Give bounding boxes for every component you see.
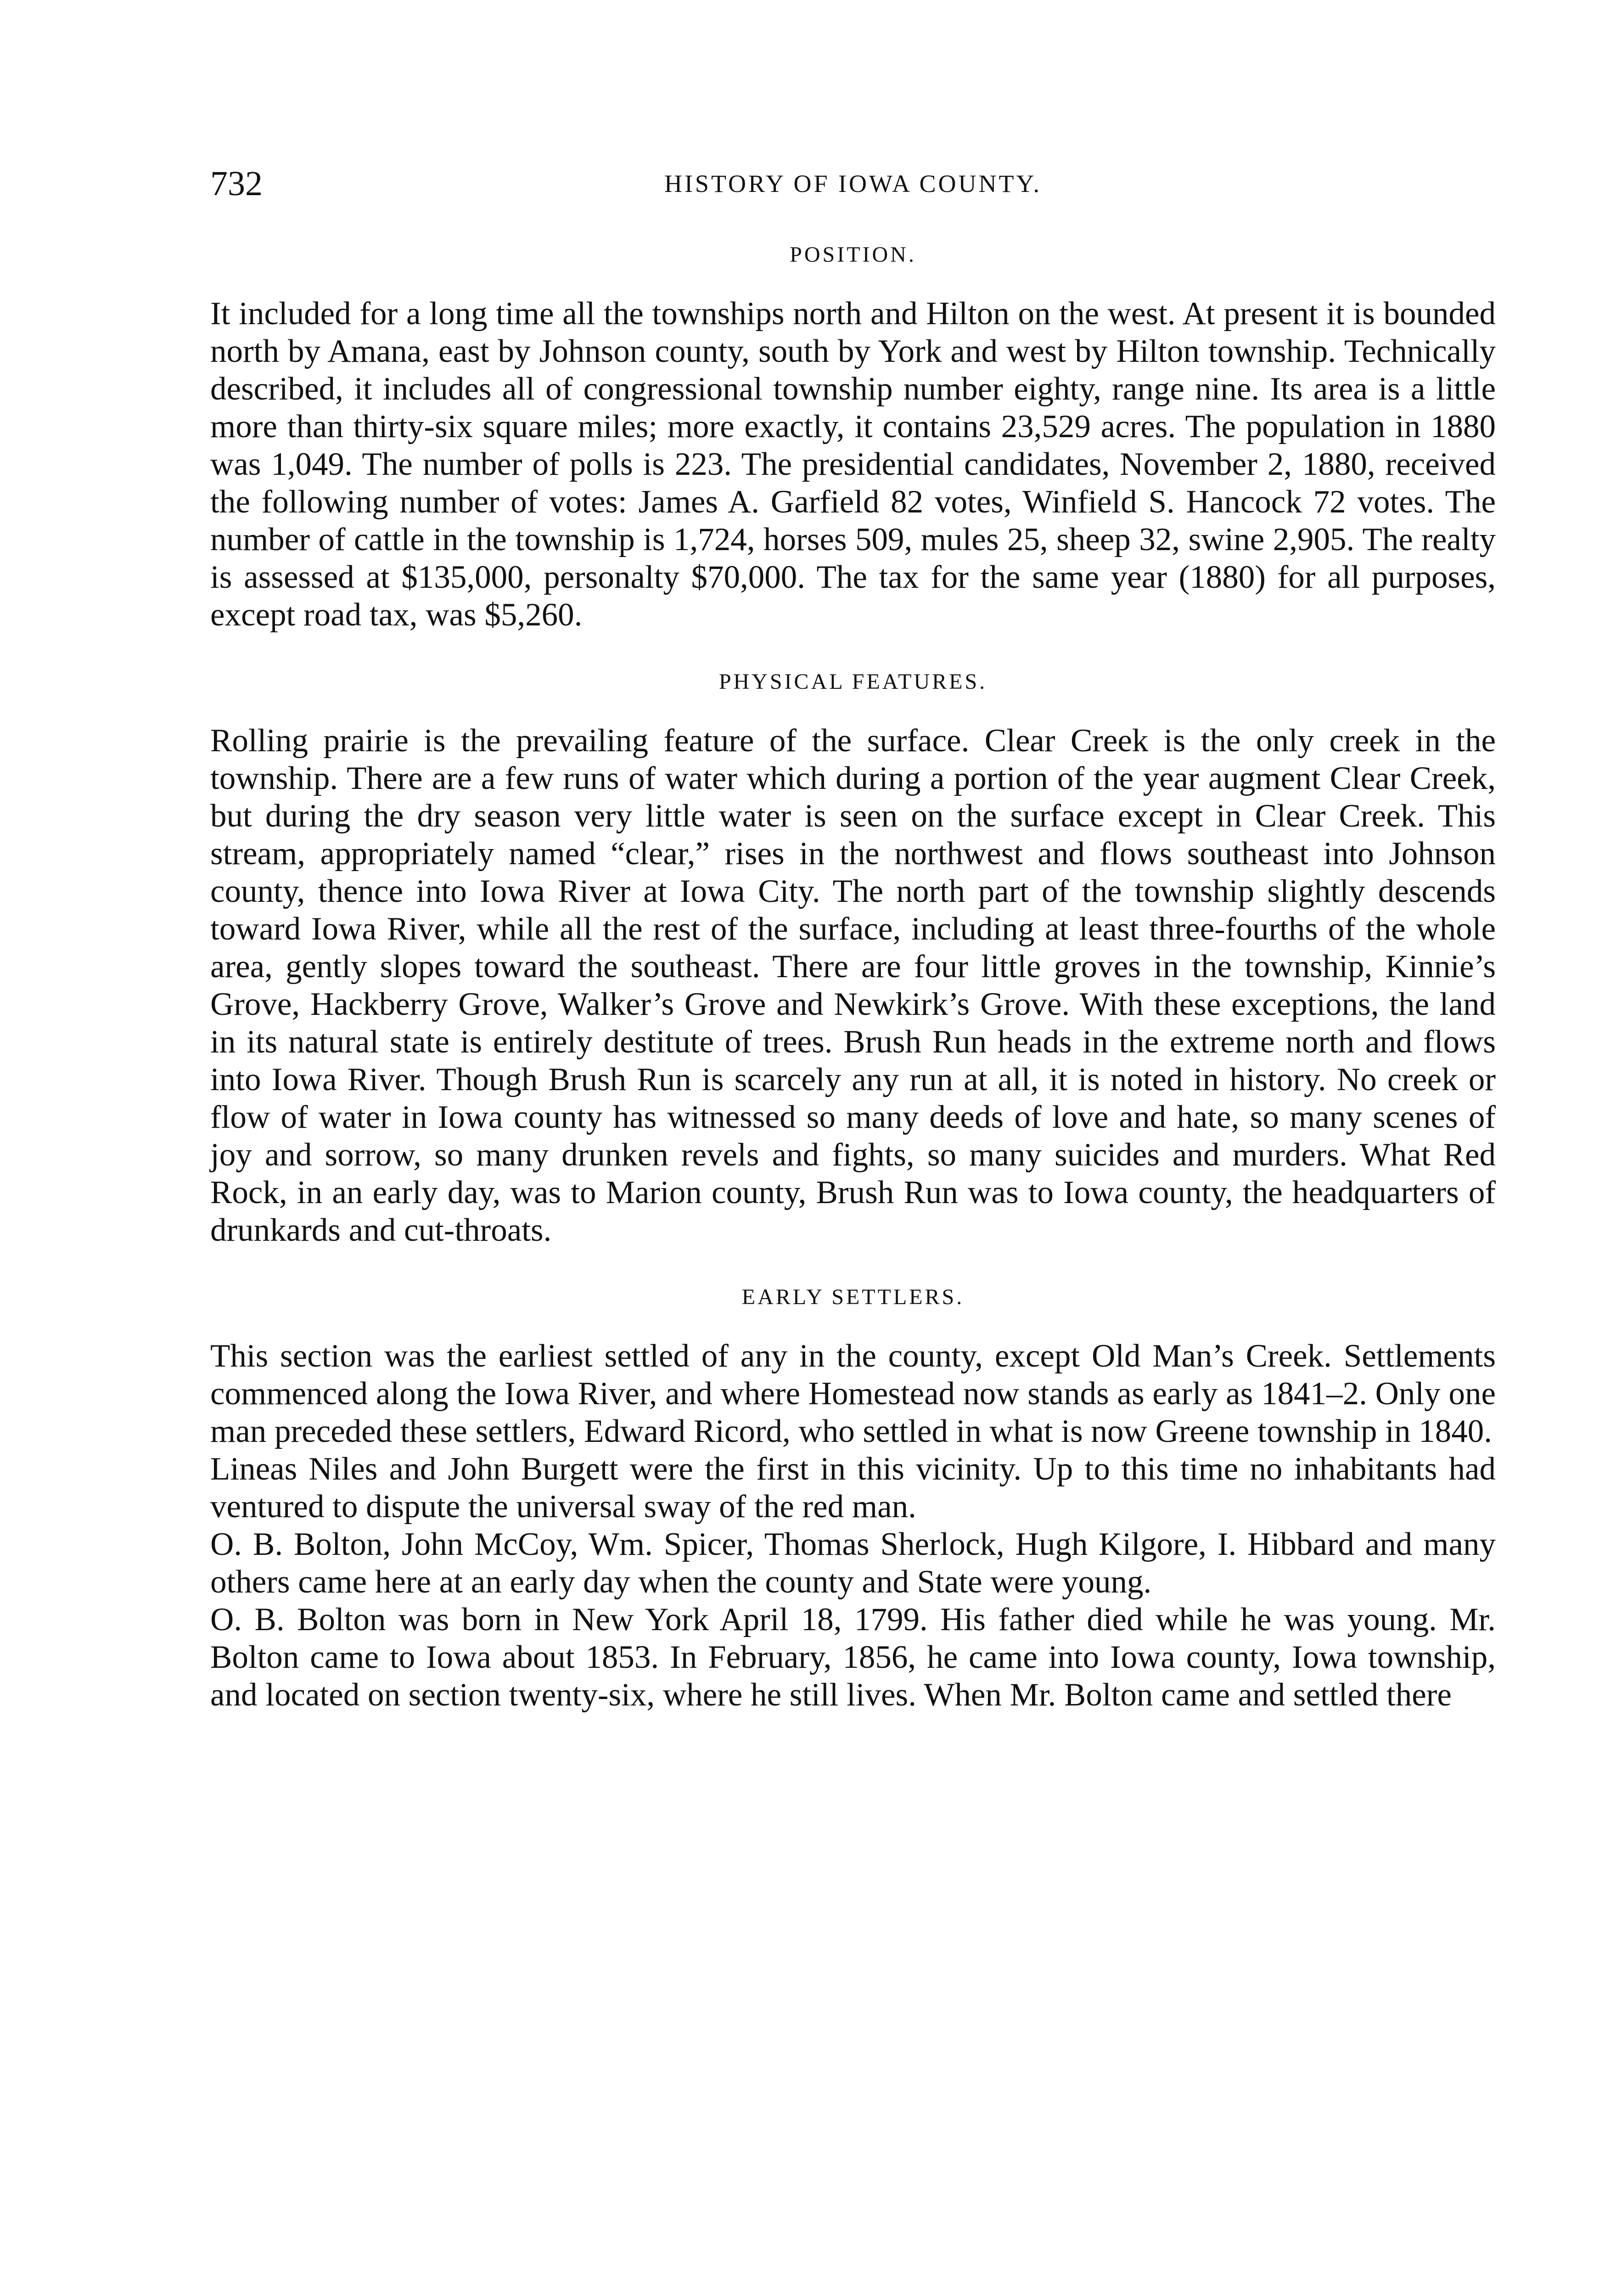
- paragraph-physical-features: Rolling prairie is the prevailing feature of the surface. Clear Creek is the only creek in the township. There are a few runs of water which during a portion of the year augment Clear Creek, but during the dry season very little water is seen on the surface except in Clear Creek. This stream, appropriately named “clear,” rises in the northwest and flows southeast into Johnson county, thence into Iowa River at Iowa City. The north part of the township slightly descends toward Iowa River, while all the rest of the surface, including at least three-fourths of the whole area, gently slopes toward the southeast. There are four little groves in the township, Kinnie’s Grove, Hackberry Grove, Walker’s Grove and Newkirk’s Grove. With these exceptions, the land in its natural state is entirely destitute of trees. Brush Run heads in the extreme north and flows into Iowa River. Though Brush Run is scarcely any run at all, it is noted in history. No creek or flow of water in Iowa county has witnessed so many deeds of love and hate, so many scenes of joy and sorrow, so many drunken revels and fights, so many suicides and murders. What Red Rock, in an early day, was to Marion county, Brush Run was to Iowa county, the headquarters of drunkards and cut-throats.: [210, 723, 1496, 1248]
- page-number: 732: [210, 164, 263, 203]
- paragraph-early-settlers-1: This section was the earliest settled of any in the county, except Old Man’s Creek. Settlements commenced along the Iowa River, and where Homestead now stands as early as 1841–2. Only one man preceded these settlers, Edward Ricord, who settled in what is now Greene township in 1840.: [210, 1338, 1496, 1449]
- body-text: [210, 239, 1496, 1714]
- section-heading-position: POSITION.: [790, 242, 916, 267]
- section-heading-physical-features: PHYSICAL FEATURES.: [718, 670, 988, 694]
- section-heading-early-settlers: EARLY SETTLERS.: [741, 1285, 965, 1309]
- running-head: [210, 163, 1496, 204]
- paragraph-position: It included for a long time all the townships north and Hilton on the west. At present it is bounded north by Amana, east by Johnson county, south by York and west by Hilton township. Technically described, it includes all of congressional township number eighty, range nine. Its area is a little more than thirty-six square miles; more exactly, it contains 23,529 acres. The population in 1880 was 1,049. The number of polls is 223. The presidential candidates, November 2, 1880, received the following number of votes: James A. Garfield 82 votes, Winfield S. Hancock 72 votes. The number of cattle in the township is 1,724, horses 509, mules 25, sheep 32, swine 2,905. The realty is assessed at $135,000, personalty $70,000. The tax for the same year (1880) for all purposes, except road tax, was $5,260.: [210, 296, 1496, 633]
- paragraph-early-settlers-2: Lineas Niles and John Burgett were the first in this vicinity. Up to this time no inhabitants had ventured to dispute the universal sway of the red man.: [210, 1451, 1496, 1525]
- paragraph-early-settlers-4: O. B. Bolton was born in New York April 18, 1799. His father died while he was young. Mr. Bolton came to Iowa about 1853. In February, 1856, he came into Iowa county, Iowa township, and located on section twenty-six, where he still lives. When Mr. Bolton came and settled there: [210, 1602, 1496, 1713]
- running-title: HISTORY OF IOWA COUNTY.: [664, 170, 1042, 197]
- paragraph-early-settlers-3: O. B. Bolton, John McCoy, Wm. Spicer, Thomas Sherlock, Hugh Kilgore, I. Hibbard and many others came here at an early day when the county and State were young.: [210, 1526, 1496, 1600]
